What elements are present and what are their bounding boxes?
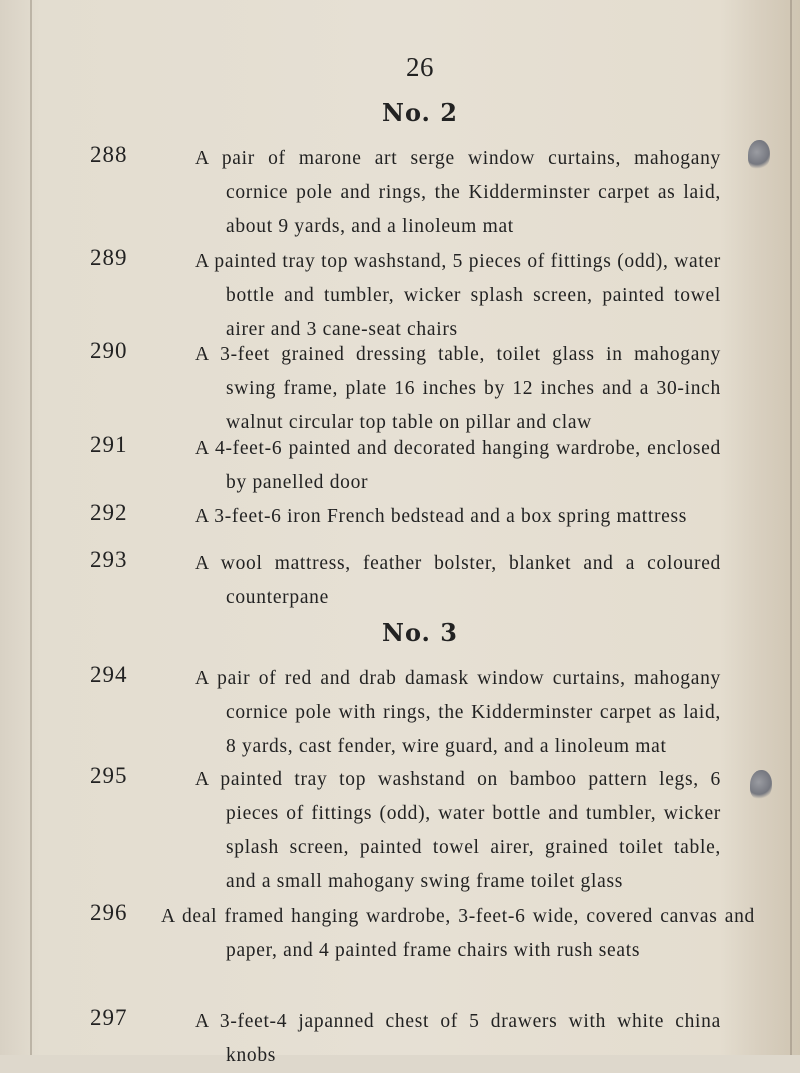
lot-number: 296 (90, 900, 128, 925)
lot-number: 290 (90, 338, 128, 363)
section-title: No. 2 (382, 98, 458, 127)
page-edge-shadow (790, 0, 792, 1055)
lot-description: A pair of marone art serge window curtains, mahogany cornice pole and rings, the Kidderminster carpet as laid, about 9 yards, and a linoleum mat (195, 148, 721, 237)
lot-description: A 3-feet grained dressing table, toilet glass in mahogany swing frame, plate 16 inches by 12 inches and a 30-inch walnut circular top table on pillar and claw (195, 344, 721, 433)
lot-number: 291 (90, 432, 128, 457)
lot-description: A 3-feet-4 japanned chest of 5 drawers with white china knobs (195, 1011, 721, 1066)
lot-description: A painted tray top washstand on bamboo pattern legs, 6 pieces of fittings (odd), water bottle and tumbler, wicker splash screen, painted towel airer, grained toilet table, and a small mahogany swing frame toilet glass (195, 769, 721, 892)
lot-description: A wool mattress, feather bolster, blanket and a coloured counterpane (195, 553, 721, 608)
ink-mark (750, 770, 772, 800)
lot-description: A deal framed hanging wardrobe, 3-feet-6 wide, covered canvas and paper, and 4 painted frame chairs with rush seats (161, 906, 755, 961)
lot-number: 293 (90, 547, 128, 572)
lot-description: A painted tray top washstand, 5 pieces of fittings (odd), water bottle and tumbler, wicker splash screen, painted towel airer and 3 cane-seat chairs (195, 251, 721, 340)
page-number: 26 (406, 52, 434, 82)
lot-number: 295 (90, 763, 128, 788)
ink-mark (748, 140, 770, 170)
page-edge-shadow (30, 0, 32, 1055)
lot-number: 292 (90, 500, 128, 525)
lot-description: A 3-feet-6 iron French bedstead and a box spring mattress (195, 506, 688, 527)
lot-description: A pair of red and drab damask window curtains, mahogany cornice pole with rings, the Kidderminster carpet as laid, 8 yards, cast fender, wire guard, and a linoleum mat (195, 668, 721, 757)
lot-description: A 4-feet-6 painted and decorated hanging wardrobe, enclosed by panelled door (195, 438, 721, 493)
section-title: No. 3 (382, 618, 458, 647)
lot-number: 297 (90, 1005, 128, 1030)
lot-number: 289 (90, 245, 128, 270)
lot-number: 288 (90, 142, 128, 167)
lot-number: 294 (90, 662, 128, 687)
